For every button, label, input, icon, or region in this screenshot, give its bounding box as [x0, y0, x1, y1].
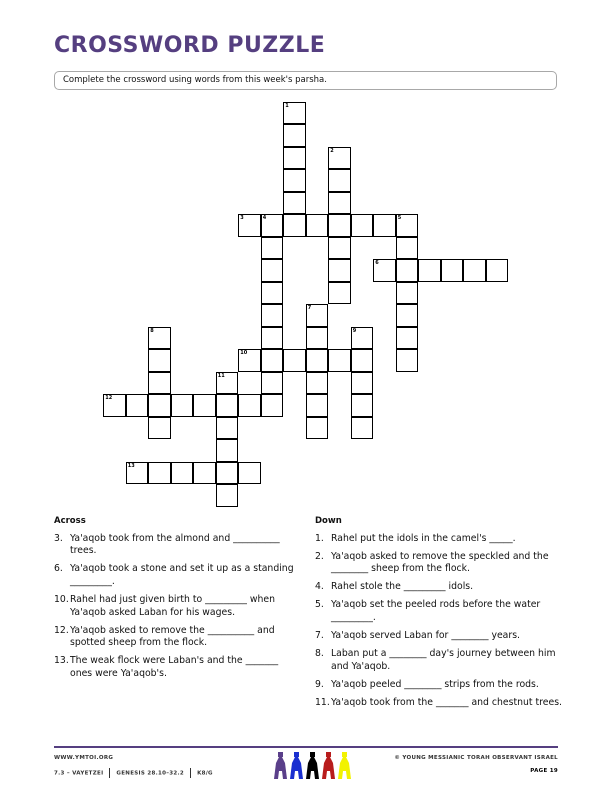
- clue-number: 9: [352, 327, 357, 334]
- grid-cell[interactable]: [328, 349, 351, 372]
- grid-cell[interactable]: [216, 439, 239, 462]
- clue-number: 6.: [54, 563, 63, 575]
- clue-item: [54, 625, 299, 650]
- grid-cell[interactable]: [373, 214, 396, 237]
- clue-number: 4: [262, 215, 267, 221]
- grid-cell[interactable]: [441, 259, 464, 282]
- clue-number: 7: [307, 305, 312, 311]
- clue-text: Ya'aqob asked to remove the __________ and spotted sheep from the flock.: [70, 624, 275, 649]
- clue-number: 9.: [315, 678, 324, 690]
- clue-text: Ya'aqob asked to remove the speckled and the ________ sheep from the flock.: [331, 550, 549, 575]
- footer-website: WWW.YMTOI.ORG: [54, 755, 114, 761]
- grid-cell[interactable]: [261, 259, 284, 282]
- grid-cell[interactable]: [148, 349, 171, 372]
- grid-cell[interactable]: [216, 417, 239, 440]
- grid-cell[interactable]: [216, 484, 239, 507]
- clue-number: 2: [330, 147, 334, 154]
- grid-cell[interactable]: [261, 349, 284, 372]
- grid-cell[interactable]: [396, 282, 419, 305]
- grid-cell[interactable]: [171, 394, 194, 417]
- clue-item: [315, 533, 565, 546]
- across-clues: [54, 515, 299, 686]
- clue-number: 3: [240, 215, 244, 221]
- clue-item: [315, 697, 565, 710]
- clue-item: [315, 551, 565, 576]
- clue-number: 5: [397, 215, 402, 221]
- grid-cell[interactable]: [283, 214, 306, 237]
- grid-cell[interactable]: [126, 394, 149, 417]
- grid-cell[interactable]: [261, 214, 284, 237]
- grid-cell[interactable]: [396, 304, 419, 327]
- grid-cell[interactable]: [283, 124, 306, 147]
- clue-text: Ya'aqob took a stone and set it up as a standing _________.: [70, 563, 294, 587]
- grid-cell[interactable]: [351, 372, 374, 395]
- clue-number: 8: [150, 327, 154, 334]
- clue-text: The weak flock were Laban's and the _______ ones were Ya'aqob's.: [70, 655, 279, 679]
- grid-cell[interactable]: [283, 102, 306, 125]
- clue-number: 12: [105, 395, 113, 401]
- grid-cell[interactable]: [261, 394, 284, 417]
- clue-number: 2.: [315, 550, 324, 562]
- grid-cell[interactable]: [486, 259, 509, 282]
- grid-cell[interactable]: [351, 327, 374, 350]
- grid-cell[interactable]: [261, 372, 284, 395]
- grid-cell[interactable]: [306, 394, 329, 417]
- grid-cell[interactable]: [396, 327, 419, 350]
- clue-item: [315, 630, 565, 643]
- grid-cell[interactable]: [126, 462, 149, 485]
- footer-reference: GENESIS 28.10–32.2: [116, 770, 185, 777]
- clue-text: Rahel stole the _________ idols.: [331, 581, 474, 593]
- grid-cell[interactable]: [148, 462, 171, 485]
- clue-number: 11: [217, 372, 225, 379]
- clue-number: 5.: [315, 599, 324, 611]
- grid-cell[interactable]: [171, 462, 194, 485]
- grid-cell[interactable]: [261, 327, 284, 350]
- grid-cell[interactable]: [238, 462, 261, 485]
- grid-cell[interactable]: [193, 462, 216, 485]
- grid-cell[interactable]: [396, 349, 419, 372]
- clue-number: 8.: [315, 648, 324, 660]
- grid-cell[interactable]: [103, 394, 126, 417]
- clue-item: [54, 533, 299, 558]
- grid-cell[interactable]: [328, 259, 351, 282]
- clue-number: 12.: [54, 624, 69, 636]
- clue-item: [315, 679, 565, 692]
- grid-cell[interactable]: [261, 282, 284, 305]
- clue-text: Ya'aqob took from the almond and __________ trees.: [70, 532, 280, 557]
- clue-item: [315, 599, 565, 624]
- clue-number: 10.: [54, 593, 69, 605]
- grid-cell[interactable]: [283, 192, 306, 215]
- clue-item: [54, 594, 299, 619]
- grid-cell[interactable]: [328, 214, 351, 237]
- grid-cell[interactable]: [328, 237, 351, 260]
- grid-cell[interactable]: [396, 237, 419, 260]
- footer-lesson: 7.3 – VAYETZEI: [54, 770, 104, 777]
- clue-text: Laban put a ________ day's journey between him and Ya'aqob.: [331, 648, 556, 672]
- grid-cell[interactable]: [351, 417, 374, 440]
- grid-cell[interactable]: [373, 259, 396, 282]
- clue-item: [315, 648, 565, 673]
- grid-cell[interactable]: [306, 417, 329, 440]
- clue-number: 11.: [315, 697, 330, 709]
- clue-number: 13: [127, 462, 135, 469]
- grid-cell[interactable]: [328, 282, 351, 305]
- grid-cell[interactable]: [418, 259, 441, 282]
- clue-number: 4.: [315, 581, 324, 593]
- clue-number: 7.: [315, 630, 324, 642]
- separator: [190, 768, 191, 778]
- footer-grade: K8/G: [197, 770, 213, 777]
- grid-cell[interactable]: [238, 214, 261, 237]
- clue-number: 3.: [54, 532, 63, 544]
- grid-cell[interactable]: [306, 372, 329, 395]
- clue-text: Rahel put the idols in the camel's _____.: [331, 532, 516, 544]
- down-clues: [315, 515, 565, 715]
- clue-item: [54, 655, 299, 680]
- grid-cell[interactable]: [351, 214, 374, 237]
- grid-cell[interactable]: [351, 349, 374, 372]
- grid-cell[interactable]: [261, 304, 284, 327]
- clue-item: [54, 563, 299, 588]
- clue-number: 1.: [315, 532, 324, 544]
- clue-text: Ya'aqob peeled ________ strips from the rods.: [331, 678, 539, 690]
- grid-cell[interactable]: [306, 214, 329, 237]
- grid-cell[interactable]: [193, 394, 216, 417]
- clue-text: Ya'aqob served Laban for ________ years.: [331, 630, 521, 642]
- grid-cell[interactable]: [148, 372, 171, 395]
- grid-cell[interactable]: [216, 372, 239, 395]
- clue-number: 1: [285, 102, 289, 109]
- organization-logo-icon: [270, 751, 358, 781]
- across-heading: Across: [54, 516, 86, 526]
- grid-cell[interactable]: [216, 394, 239, 417]
- grid-cell[interactable]: [351, 394, 374, 417]
- grid-cell[interactable]: [148, 327, 171, 350]
- clue-item: [315, 581, 565, 594]
- clue-number: 10: [240, 350, 248, 356]
- grid-cell[interactable]: [306, 349, 329, 372]
- clue-number: 13.: [54, 655, 69, 667]
- grid-cell[interactable]: [148, 394, 171, 417]
- grid-cell[interactable]: [283, 147, 306, 170]
- clue-text: Ya'aqob took from the _______ and chestnut trees.: [331, 697, 562, 709]
- grid-cell[interactable]: [306, 304, 329, 327]
- clue-text: Rahel had just given birth to _________ when Ya'aqob asked Laban for his wages.: [70, 593, 276, 618]
- grid-cell[interactable]: [328, 147, 351, 170]
- grid-cell[interactable]: [283, 169, 306, 192]
- clue-number: 6: [375, 260, 379, 266]
- page-title: CROSSWORD PUZZLE: [54, 33, 326, 58]
- separator: [109, 768, 110, 778]
- grid-cell[interactable]: [463, 259, 486, 282]
- grid-cell[interactable]: [283, 349, 306, 372]
- grid-cell[interactable]: [238, 349, 261, 372]
- grid-cell[interactable]: [261, 237, 284, 260]
- footer-copyright: © YOUNG MESSIANIC TORAH OBSERVANT ISRAEL: [394, 755, 558, 761]
- down-heading: Down: [315, 516, 342, 526]
- footer-lesson-info: [54, 768, 213, 778]
- grid-cell[interactable]: [328, 192, 351, 215]
- grid-cell[interactable]: [238, 394, 261, 417]
- page-number: PAGE 19: [530, 768, 558, 774]
- footer-divider: [54, 746, 558, 748]
- grid-cell[interactable]: [396, 259, 419, 282]
- grid-cell[interactable]: [148, 417, 171, 440]
- instructions-box: Complete the crossword using words from this week's parsha.: [54, 71, 557, 90]
- grid-cell[interactable]: [216, 462, 239, 485]
- grid-cell[interactable]: [396, 214, 419, 237]
- grid-cell[interactable]: [306, 327, 329, 350]
- grid-cell[interactable]: [328, 169, 351, 192]
- clue-text: Ya'aqob set the peeled rods before the water _________.: [331, 599, 541, 624]
